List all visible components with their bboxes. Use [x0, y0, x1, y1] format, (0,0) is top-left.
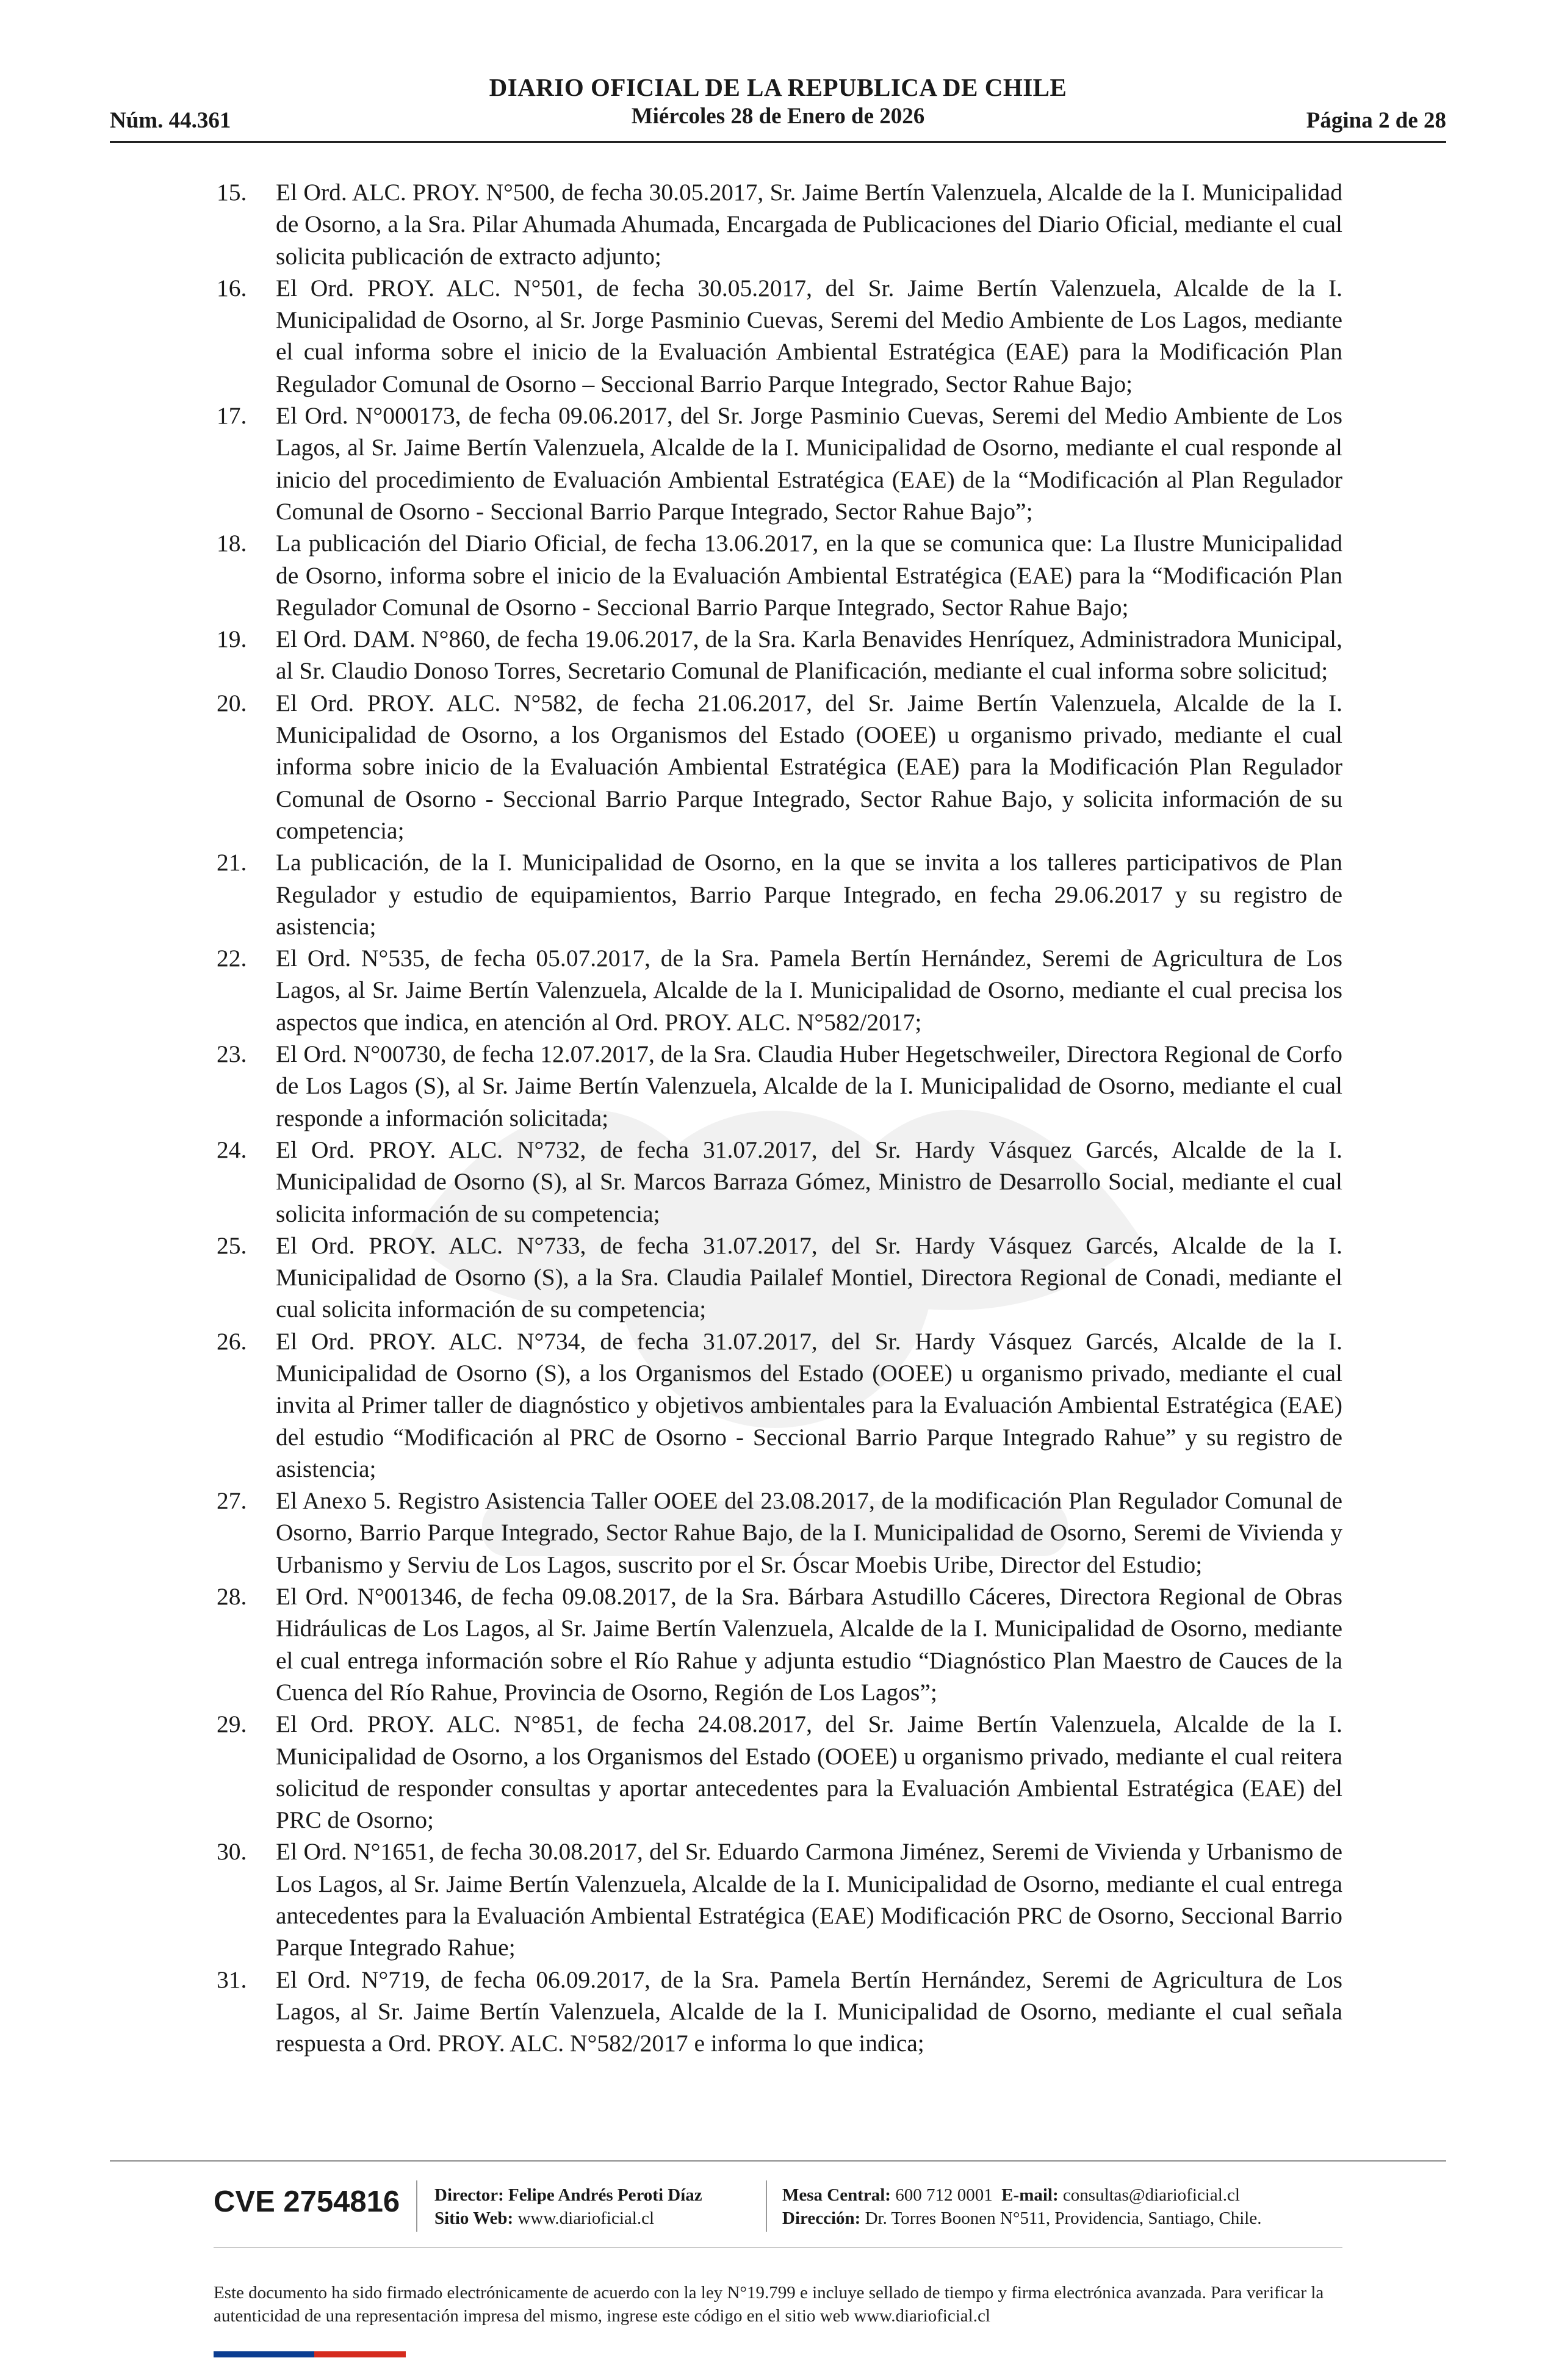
- footer-divider-top: [110, 2160, 1446, 2162]
- list-item: [217, 942, 1342, 1038]
- issue-date: Miércoles 28 de Enero de 2026: [631, 104, 925, 129]
- document-item-list: [217, 176, 1342, 2060]
- item-number: 29.: [217, 1711, 247, 1738]
- item-number: 31.: [217, 1966, 247, 1993]
- item-text: El Ord. N°000173, de fecha 09.06.2017, del Sr. Jorge Pasminio Cuevas, Seremi del Medio Ambiente de Los Lagos, al Sr. Jaime Bertín Valenzuela, Alcalde de la I. Municipalidad de Osorno, mediante el cual responde al inicio del procedimiento de Evaluación Ambiental Estratégica (EAE) de la “Modificación al Plan Regulador Comunal de Osorno - Seccional Barrio Parque Integrado, Sector Rahue Bajo”;: [276, 402, 1342, 525]
- footer-separator: [416, 2180, 417, 2232]
- item-text: El Ord. N°719, de fecha 06.09.2017, de la Sra. Pamela Bertín Hernández, Seremi de Agricultura de Los Lagos, al Sr. Jaime Bertín Valenzuela, Alcalde de la I. Municipalidad de Osorno, mediante el cual señala respuesta a Ord. PROY. ALC. N°582/2017 e informa lo que indica;: [276, 1966, 1342, 2057]
- list-item: [217, 176, 1342, 272]
- item-text: El Ord. N°1651, de fecha 30.08.2017, del Sr. Eduardo Carmona Jiménez, Seremi de Vivienda y Urbanismo de Los Lagos, al Sr. Jaime Bertín Valenzuela, Alcalde de la I. Municipalidad de Osorno, mediante el cual entrega antecedentes para la Evaluación Ambiental Estratégica (EAE) Modificación PRC de Osorno, Seccional Barrio Parque Integrado Rahue;: [276, 1838, 1342, 1961]
- item-text: El Anexo 5. Registro Asistencia Taller OOEE del 23.08.2017, de la modificación Plan Regulador Comunal de Osorno, Barrio Parque Integrado, Sector Rahue Bajo, de la I. Municipalidad de Osorno, Seremi de Vivienda y Urbanismo y Serviu de Los Lagos, suscrito por el Sr. Óscar Moebis Uribe, Director del Estudio;: [276, 1487, 1342, 1578]
- list-item: [217, 1230, 1342, 1325]
- website-line: Sitio Web: www.diarioficial.cl: [434, 2209, 655, 2228]
- item-number: 22.: [217, 945, 247, 972]
- item-number: 19.: [217, 626, 247, 653]
- address-value: Dr. Torres Boonen N°511, Providencia, Santiago, Chile.: [865, 2209, 1262, 2228]
- item-text: La publicación del Diario Oficial, de fecha 13.06.2017, en la que se comunica que: La Ilustre Municipalidad de Osorno, informa sobre el inicio de la Evaluación Ambiental Estratégica (EAE) para la “Modificación Plan Regulador Comunal de Osorno - Seccional Barrio Parque Integrado, Sector Rahue Bajo;: [276, 530, 1342, 621]
- flag-stripe-blue: [214, 2351, 314, 2357]
- footer-contact-block: [782, 2183, 1261, 2230]
- item-text: La publicación, de la I. Municipalidad de Osorno, en la que se invita a los talleres participativos de Plan Regulador y estudio de equipamientos, Barrio Parque Integrado, en fecha 29.06.2017 y su registro de asistencia;: [276, 849, 1342, 940]
- item-number: 21.: [217, 849, 247, 876]
- item-number: 15.: [217, 179, 247, 206]
- list-item: [217, 1581, 1342, 1708]
- item-text: El Ord. PROY. ALC. N°501, de fecha 30.05.2017, del Sr. Jaime Bertín Valenzuela, Alcalde de la I. Municipalidad de Osorno, al Sr. Jorge Pasminio Cuevas, Seremi del Medio Ambiente de Los Lagos, mediante el cual informa sobre el inicio de la Evaluación Ambiental Estratégica (EAE) para la Modificación Plan Regulador Comunal de Osorno – Seccional Barrio Parque Integrado, Sector Rahue Bajo;: [276, 274, 1342, 397]
- signature-note: Este documento ha sido firmado electrónicamente de acuerdo con la ley N°19.799 e incluye sellado de tiempo y firma electrónica avanzada. Para verificar la autenticidad de una representación impresa del mismo, ingrese este código en el sitio web www.diarioficial.cl: [214, 2283, 1324, 2326]
- list-item: [217, 1134, 1342, 1230]
- footer-director-block: [434, 2183, 702, 2230]
- item-number: 27.: [217, 1487, 247, 1515]
- header-center: [110, 72, 1446, 131]
- header-divider: [110, 141, 1446, 143]
- item-text: El Ord. PROY. ALC. N°851, de fecha 24.08.2017, del Sr. Jaime Bertín Valenzuela, Alcalde de la I. Municipalidad de Osorno, a los Organismos del Estado (OOEE) u organismo privado, mediante el cual reitera solicitud de responder consultas y aportar antecedentes para la Evaluación Ambiental Estratégica (EAE) del PRC de Osorno;: [276, 1711, 1342, 1834]
- item-number: 18.: [217, 530, 247, 557]
- item-number: 28.: [217, 1583, 247, 1610]
- footer-separator: [766, 2180, 767, 2232]
- item-number: 30.: [217, 1838, 247, 1866]
- list-item: [217, 846, 1342, 942]
- flag-stripe-red: [314, 2351, 406, 2357]
- list-item: [217, 1038, 1342, 1134]
- contact-line: Mesa Central: 600 712 0001 E-mail: consultas@diarioficial.cl: [782, 2185, 1240, 2205]
- item-text: El Ord. PROY. ALC. N°732, de fecha 31.07.2017, del Sr. Hardy Vásquez Garcés, Alcalde de la I. Municipalidad de Osorno (S), al Sr. Marcos Barraza Gómez, Ministro de Desarrollo Social, mediante el cual solicita información de su competencia;: [276, 1136, 1342, 1227]
- item-number: 17.: [217, 402, 247, 430]
- page-header: [110, 72, 1446, 139]
- item-text: El Ord. DAM. N°860, de fecha 19.06.2017, de la Sra. Karla Benavides Henríquez, Administradora Municipal, al Sr. Claudio Donoso Torres, Secretario Comunal de Planificación, mediante el cual informa sobre solicitud;: [276, 626, 1342, 685]
- item-text: El Ord. N°001346, de fecha 09.08.2017, de la Sra. Bárbara Astudillo Cáceres, Directora Regional de Obras Hidráulicas de Los Lagos, al Sr. Jaime Bertín Valenzuela, Alcalde de la I. Municipalidad de Osorno, mediante el cual entrega información sobre el Río Rahue y adjunta estudio “Diagnóstico Plan Maestro de Cauces de la Cuenca del Río Rahue, Provincia de Osorno, Región de Los Lagos”;: [276, 1583, 1342, 1706]
- item-text: El Ord. PROY. ALC. N°582, de fecha 21.06.2017, del Sr. Jaime Bertín Valenzuela, Alcalde de la I. Municipalidad de Osorno, a los Organismos del Estado (OOEE) u organismo privado, mediante el cual informa sobre inicio de la Evaluación Ambiental Estratégica (EAE) para la Modificación Plan Regulador Comunal de Osorno - Seccional Barrio Parque Integrado, Sector Rahue Bajo, y solicita información de su competencia;: [276, 689, 1342, 844]
- list-item: [217, 1836, 1342, 1963]
- cve-code: CVE 2754816: [214, 2185, 400, 2218]
- item-text: El Ord. ALC. PROY. N°500, de fecha 30.05.2017, Sr. Jaime Bertín Valenzuela, Alcalde de la I. Municipalidad de Osorno, a la Sra. Pilar Ahumada Ahumada, Encargada de Publicaciones del Diario Oficial, mediante el cual solicita publicación de extracto adjunto;: [276, 179, 1342, 270]
- item-text: El Ord. PROY. ALC. N°734, de fecha 31.07.2017, del Sr. Hardy Vásquez Garcés, Alcalde de la I. Municipalidad de Osorno (S), a los Organismos del Estado (OOEE) u organismo privado, mediante el cual invita al Primer taller de diagnóstico y objetivos ambientales para la Evaluación Ambiental Estratégica (EAE) del estudio “Modificación al PRC de Osorno - Seccional Barrio Parque Integrado Rahue” y su registro de asistencia;: [276, 1327, 1342, 1482]
- list-item: [217, 1964, 1342, 2060]
- list-item: [217, 527, 1342, 623]
- item-number: 24.: [217, 1136, 247, 1163]
- list-item: [217, 1708, 1342, 1836]
- issue-number: Núm. 44.361: [110, 108, 231, 133]
- item-number: 16.: [217, 274, 247, 301]
- website-link[interactable]: www.diarioficial.cl: [517, 2209, 655, 2228]
- director-line: Director: Felipe Andrés Peroti Díaz: [434, 2185, 702, 2205]
- list-item: [217, 400, 1342, 527]
- address-line: Dirección: Dr. Torres Boonen N°511, Providencia, Santiago, Chile.: [782, 2209, 1262, 2228]
- item-text: El Ord. PROY. ALC. N°733, de fecha 31.07.2017, del Sr. Hardy Vásquez Garcés, Alcalde de la I. Municipalidad de Osorno (S), a la Sra. Claudia Pailalef Montiel, Directora Regional de Conadi, mediante el cual solicita información de su competencia;: [276, 1231, 1342, 1323]
- item-text: El Ord. N°535, de fecha 05.07.2017, de la Sra. Pamela Bertín Hernández, Seremi de Agricultura de Los Lagos, al Sr. Jaime Bertín Valenzuela, Alcalde de la I. Municipalidad de Osorno, mediante el cual precisa los aspectos que indica, en atención al Ord. PROY. ALC. N°582/2017;: [276, 945, 1342, 1036]
- newspaper-title: DIARIO OFICIAL DE LA REPUBLICA DE CHILE: [489, 73, 1067, 101]
- list-item: [217, 687, 1342, 846]
- item-number: 20.: [217, 689, 247, 716]
- page-number: Página 2 de 28: [1306, 108, 1446, 133]
- list-item: [217, 272, 1342, 400]
- list-item: [217, 1485, 1342, 1581]
- list-item: [217, 623, 1342, 687]
- item-text: El Ord. N°00730, de fecha 12.07.2017, de la Sra. Claudia Huber Hegetschweiler, Directora Regional de Corfo de Los Lagos (S), al Sr. Jaime Bertín Valenzuela, Alcalde de la I. Municipalidad de Osorno, mediante el cual responde a información solicitada;: [276, 1040, 1342, 1131]
- email-link[interactable]: consultas@diarioficial.cl: [1062, 2185, 1240, 2205]
- item-number: 23.: [217, 1040, 247, 1068]
- phone-number: 600 712 0001: [895, 2185, 993, 2205]
- item-number: 26.: [217, 1327, 247, 1355]
- director-name: Felipe Andrés Peroti Díaz: [508, 2185, 702, 2205]
- list-item: [217, 1325, 1342, 1485]
- item-number: 25.: [217, 1231, 247, 1259]
- footer-divider-mid: [214, 2247, 1342, 2248]
